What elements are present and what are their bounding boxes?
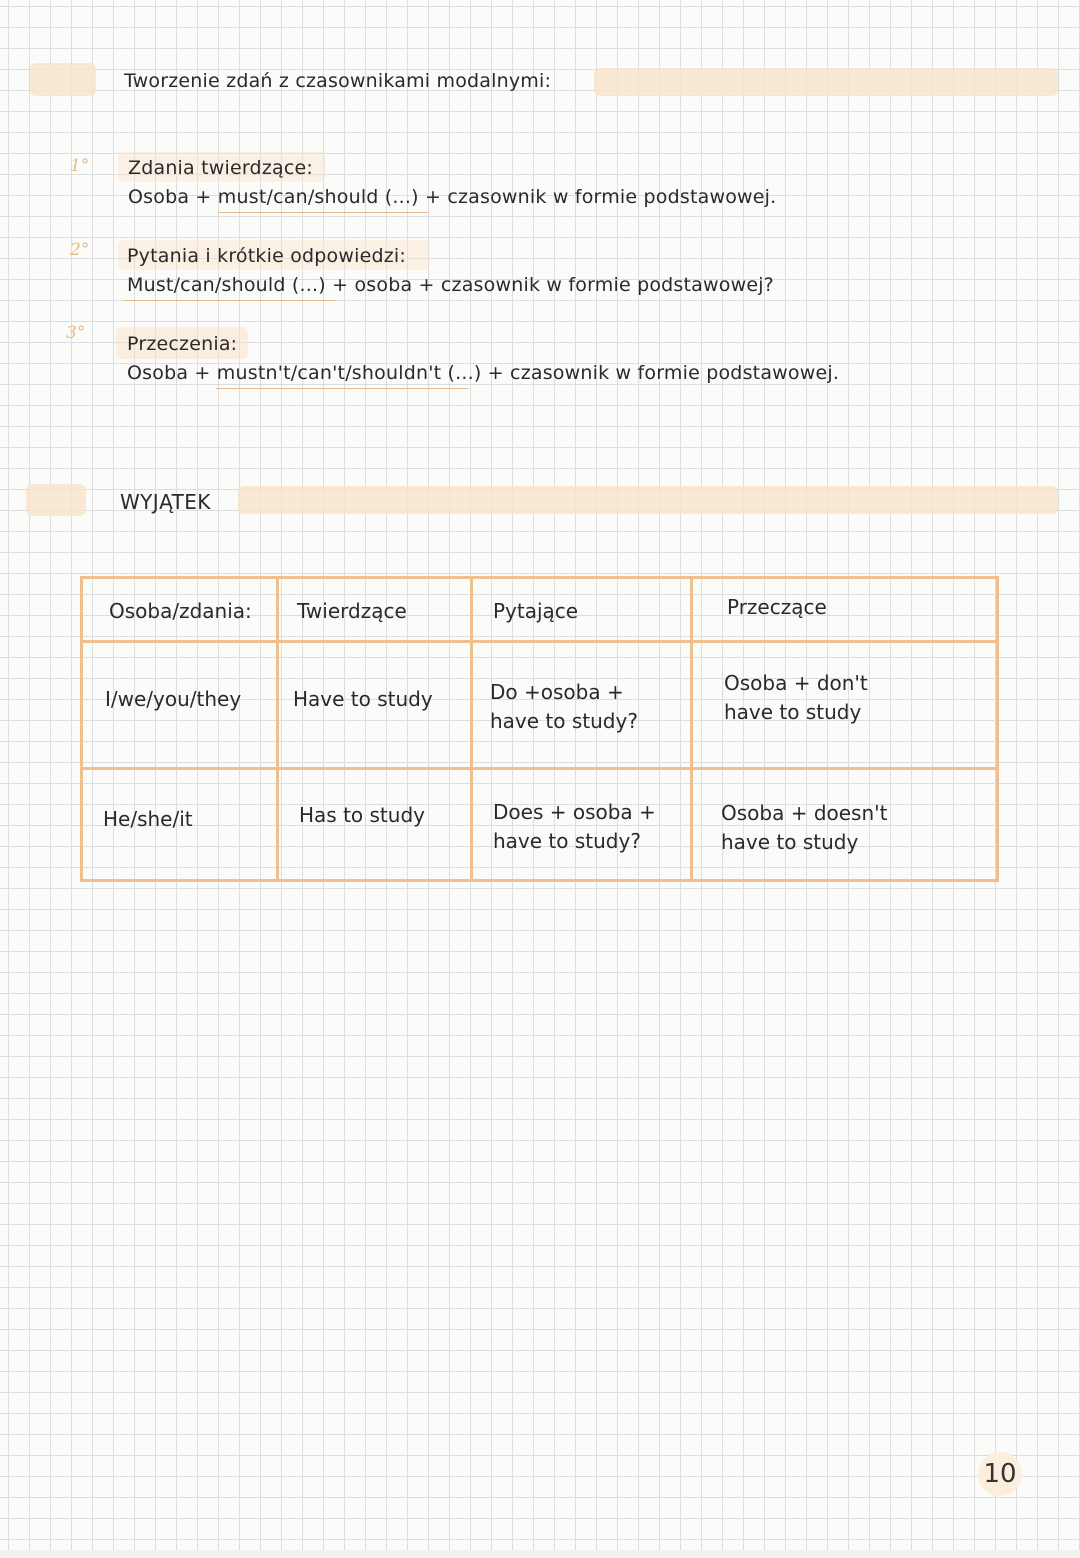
table-row-2-negative-line-2: have to study bbox=[721, 830, 859, 854]
table-row-1-negative-line-2: have to study bbox=[724, 700, 862, 724]
table-row-1-person: I/we/you/they bbox=[105, 687, 242, 711]
page-number: 10 bbox=[978, 1452, 1022, 1496]
table-header-affirmative: Twierdzące bbox=[297, 599, 407, 623]
title-highlight-left bbox=[30, 63, 96, 96]
rule-1-heading: Zdania twierdzące: bbox=[128, 157, 313, 179]
table-divider-col-3 bbox=[690, 579, 693, 879]
rule-3-formula: Osoba + mustn't/can't/shouldn't (...) + czasownik w formie podstawowej. bbox=[127, 362, 840, 384]
rule-2-underline bbox=[124, 300, 336, 301]
table-row-2-affirmative: Has to study bbox=[299, 803, 425, 827]
rule-1-formula: Osoba + must/can/should (...) + czasownik w formie podstawowej. bbox=[128, 186, 777, 208]
table-divider-col-2 bbox=[470, 579, 473, 879]
exception-title: WYJĄTEK bbox=[120, 490, 211, 514]
table-row-1-negative-line-1: Osoba + don't bbox=[724, 671, 868, 695]
table-header-negative: Przeczące bbox=[727, 595, 827, 619]
modal-exception-table bbox=[80, 576, 999, 882]
title-highlight-right bbox=[594, 68, 1058, 96]
rule-2-formula: Must/can/should (...) + osoba + czasownik w formie podstawowej? bbox=[127, 274, 774, 296]
rule-3-number: 3° bbox=[66, 323, 86, 343]
rule-1-underline bbox=[218, 212, 428, 213]
table-row-2-question-line-2: have to study? bbox=[493, 829, 641, 853]
section-title: Tworzenie zdań z czasownikami modalnymi: bbox=[124, 70, 552, 92]
table-header-person: Osoba/zdania: bbox=[109, 599, 252, 623]
table-row-2-person: He/she/it bbox=[103, 807, 193, 831]
table-row-2-question-line-1: Does + osoba + bbox=[493, 800, 656, 824]
table-divider-col-1 bbox=[276, 579, 279, 879]
rule-2-heading: Pytania i krótkie odpowiedzi: bbox=[127, 245, 406, 267]
table-row-1-question-line-2: have to study? bbox=[490, 709, 638, 733]
exception-highlight-left bbox=[26, 484, 86, 516]
rule-1-number: 1° bbox=[70, 156, 90, 176]
rule-2-number: 2° bbox=[70, 240, 90, 260]
table-divider-row-1 bbox=[83, 640, 996, 643]
table-header-question: Pytające bbox=[493, 599, 579, 623]
rule-3-heading: Przeczenia: bbox=[127, 333, 238, 355]
table-row-1-question-line-1: Do +osoba + bbox=[490, 680, 624, 704]
table-row-2-negative-line-1: Osoba + doesn't bbox=[721, 801, 888, 825]
table-row-1-affirmative: Have to study bbox=[293, 687, 433, 711]
exception-highlight-right bbox=[238, 486, 1058, 514]
table-divider-row-2 bbox=[83, 767, 996, 770]
rule-3-underline bbox=[216, 388, 468, 389]
page-bottom-edge bbox=[0, 1550, 1080, 1558]
